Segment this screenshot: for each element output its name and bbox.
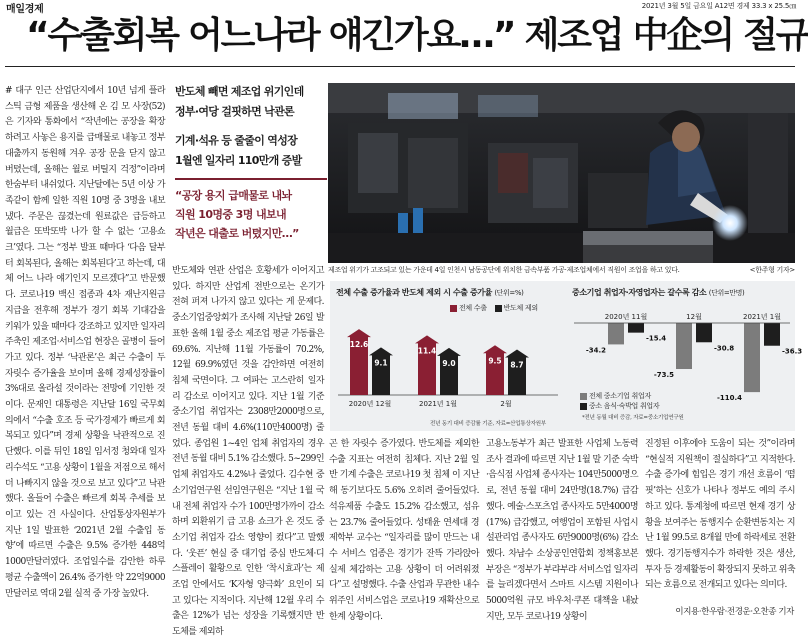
subhead-line: 정부·여당 걸핏하면 낙관론: [175, 105, 294, 118]
article-column-4: 고용노동부가 최근 발표한 사업체 노동력 조사 결과에 따르면 지난 1월 말 기준 숙박·음식점 사업체 종사자는 104만5000명으로, 전년 동월 대비 24만명(18.7%) 급감했다. 예술·스포츠업 종사자도 5만4000명(17%) 급감했고, 여행업이 포함된 사업시설관리업 종사자도 6만9000명(6%) 감소했다. 차남수 소상공인연합회 정책홍보본부장은 “정부가 부랴부랴 서비스업 일자리를 늘리겠다면서 스마트 시스템 지원이나 5000억원 규모 바우처·쿠폰 대책을 내놨지만, 모두 코로나19 상황이: [486, 439, 638, 622]
subhead-line: 기계·석유 등 줄줄이 역성장: [175, 134, 298, 147]
chart-left-category-label: 2021년 1월: [418, 400, 458, 408]
pull-quote-line: “공장 용지 급매물로 내놔: [175, 189, 292, 202]
headline: “수출회복 어느나라 얘긴가요…” 제조업 中企의 절규: [26, 15, 808, 56]
chart-left-bar: [483, 345, 507, 395]
chart-left-data-label: 11.4: [417, 346, 437, 356]
chart-right-data-label: -34.2: [585, 346, 606, 355]
chart-right-data-label: -30.8: [714, 344, 735, 353]
chart-right-legend: [580, 391, 659, 411]
chart-right-data-label: -110.4: [716, 394, 742, 403]
chart-left-category-label: 2월: [500, 400, 512, 408]
chart-left-unit: (단위=%): [494, 289, 524, 297]
subhead-line: 1월엔 일자리 110만개 증발: [175, 154, 302, 167]
chart-right-data-label: -36.3: [782, 347, 803, 356]
chart-right-unit: (단위=만명): [708, 289, 745, 297]
chart-left-bar: [505, 349, 529, 395]
chart-right-bar: [744, 323, 760, 392]
chart-left-data-label: 9.1: [374, 358, 388, 368]
chart-right-bar: [608, 323, 624, 344]
article-column-1: # 대구 인근 산업단지에서 10년 넘게 플라스틱 금형 제품을 생산해 온 김 모 사장(52)은 기자와 통화에서 “작년에는 공장을 확장하려고 사놓은 용지를 급매물로 내놓고 정부 대출까지 동원해 겨우 공장 문을 닫지 않고 버텼는데, 올해는 월로 버틸지 걱정”이라며 한숨부터 내쉬었다. 지난달에는 5년 이상 가족같이 함께 일한 직원 10명 중 3명을 내보냈다. 주문은 끊겼는데 원료값은 급등하고 월급은 또박또박 나가 할 수 없는 ‘고용쇼크’였다. 그는 “정부 발표 때마다 ‘다음 달부터 회복된다, 올해는 회복된다’고 하는데, 대체 어느 나라 얘기인지 모르겠다”고 반문했다. 코로나19 백신 접종과 4차 재난지원금 지급을 전후해 정부가 경기 회복 기대감을 키워가 있을 때마다 강조하고 있지만 일자리 주축인 제조업·서비스업 현장은 골병이 들어가고 있다. 정부 ‘낙관론’은 최근 수출이 두 자릿수 증가율을 보이며 올해 경제성장률이 3%대로 올라설 것이라는 전망에 기인한 것이다. 문재인 대통령은 지난달 16일 국무회의에서 “수출 호조 등 국가경제가 빠르게 회복되고 있다”며 경제 상황을 낙관적으로 진단했다. 이를 뒤인 18일 임서정 청와대 일자리수석도 “고용 상황이 1월을 저점으로 해서 더 나빠지지 않을 것으로 보고 있다”고 낙관했다. 올들어 수출은 빠르게 회복 추세를 보이고 있는 건 사실이다. 산업통상자원부가 지난 1일 발표한 ‘2021년 2월 수출입 동향’에 따르면 수출은 9.5% 증가한 448억1000만달러였다. 조업일수를 감안한 하루 평균 수출액이 26.4% 증가한 약 22억9000만달러로 역대 2월 실적 중 가장 높았다.: [5, 86, 165, 599]
chart-left-category-label: 2020년 12월: [348, 400, 392, 408]
chart-right-bar: [628, 323, 644, 333]
chart-left-bar: [415, 335, 439, 395]
chart-left-data-label: 9.5: [488, 356, 502, 366]
chart-left-bar: [437, 348, 461, 395]
chart-right-title: 중소기업 취업자·자영업자는 갈수록 감소 (단위=만명): [572, 288, 745, 297]
legend-label: 반도체 제외: [503, 304, 538, 312]
chart-left-bar: [347, 329, 371, 395]
pull-quote-line: 직원 10명중 3명 내보내: [175, 208, 287, 221]
page-header: [0, 0, 800, 15]
chart-panel: [330, 281, 803, 431]
chart-left-data-label: 9.0: [442, 358, 456, 368]
chart-right-category-label: 2021년 1월: [742, 313, 782, 321]
article-column-2: 반도체와 연관 산업은 호황세가 이어지고 있다. 하지만 산업계 전반으로는 온기가 전혀 퍼져 나가지 않고 있다는 게 문제다. 중소기업중앙회가 조사해 지난달 26일 발표한 올해 1월 중소 제조업 평균 가동률은 69.6%. 지난해 11월 가동률이 70.2%, 12월 69.9%였던 것을 감안하면 여전히 침체 국면이다. 그 여파는 고스란히 일자리 감소로 이어지고 있다. 지난 1월 기준 중소기업 취업자는 2308만2000명으로, 전년 동월 대비 4.6%(110만4000명) 줄었다. 종업원 1~4인 업체 취업자의 경우 전년 동월 대비 5.1% 감소했다. 5~299인 업체 취업자도 4.2%나 줄었다. 김수현 중소기업연구원 선임연구원은 “지난 1월 국내 전체 취업자 수가 100만명가까이 감소하며 외환위기 급 고용 쇼크가 온 것도 중소기업 취업자 감소 영향이 컸다”고 말했다. ‘웃픈’ 현실 중 대기업 중심 반도체·디스플레이 활황으로 인한 ‘착시효과’는 제조업 안에서도 ‘K자형 양극화’ 요인이 되고 있다는 지적이다. 지난해 12월 우리 수출은 12%가 넘는 성장을 기록했지만 반도체를 제외하: [172, 266, 324, 638]
chart-right-category-label: 2020년 11월: [604, 313, 648, 321]
article-column-3: 곤 한 자릿수 증가였다. 반도체를 제외한 수출 지표는 여전히 침체다. 지난 2월 일반 기계 수출은 코로나19 첫 침체 이 지난해 동기보다도 5.6% 오히려 줄어들었다. 석유제품 수출도 15.2% 감소했고, 섬유는 23.7% 줄어들었다. 성태윤 연세대 경제학부 교수는 “일자리를 많이 만드는 내수 서비스 업종은 경기가 잔뜩 가라앉아 실제 체감하는 고용 상황이 더 어려워졌다”고 설명했다. 수출 산업과 무관한 내수 위주인 서비스업은 코로나19 재확산으로 한계 상황이다.: [329, 439, 479, 622]
article-column-5: 진정된 이후에야 도움이 되는 것”이라며 “현실적 지원책이 절실하다”고 지적한다. 수출 증가에 힘입은 경기 개선 흐름이 ‘떰핏’하는 신호가 나타나 정부도 예의 주시하고 있다. 통계청에 따르면 현재 경기 상황을 보여주는 동행지수 순환변동치는 지난 1월 99.5로 8개월 만에 하락세로 전환했다. 경기동행지수가 하락한 것은 생산, 투자 등 경제활동이 확장되지 못하고 위축되는 흐름으로 전개되고 있다는 의미다.: [645, 439, 796, 591]
chart-left-data-label: 8.7: [510, 360, 524, 370]
photo-caption: [328, 265, 795, 275]
chart-right-bar: [676, 323, 692, 369]
headline-rule: [5, 66, 795, 67]
chart-right-bar: [696, 323, 712, 342]
pull-quote-line: 작년은 대출로 버텼지만…”: [175, 227, 299, 240]
news-photo: [328, 83, 795, 263]
legend-swatch-food: [580, 403, 587, 410]
legend-label: 중소 음식·숙박업 취업자: [588, 402, 660, 410]
chart-right-data-label: -73.5: [653, 371, 674, 380]
chart-left-svg: [330, 311, 565, 419]
legend-label: 전체 수출: [458, 304, 487, 312]
masthead: 매일경제: [6, 4, 44, 15]
chart-right-svg: [568, 301, 803, 403]
subhead-line: 반도체 빼면 제조업 위기인데: [175, 85, 304, 98]
workshop-photo-illustration: [328, 83, 795, 263]
photo-caption-text: 제조업 위기가 고조되고 있는 가운데 4일 인천시 남동공단에 위치한 금속부품 가공·제조업체에서 직원이 조업을 하고 있다.: [328, 266, 680, 274]
chart-left-note: 전년 동기 대비 증감률 기준, 자료=산업통상자원부: [430, 421, 546, 427]
legend-swatch-total: [580, 393, 587, 400]
photo-credit: <한주형 기자>: [749, 266, 795, 274]
pull-quote: [175, 178, 327, 243]
chart-left-data-label: 12.6: [349, 340, 369, 350]
subheads: [175, 82, 335, 171]
chart-right-bar: [764, 323, 780, 346]
chart-right-data-label: -15.4: [646, 334, 667, 343]
chart-right-note: *전년 동월 대비 증감, 자료=중소기업연구원: [582, 415, 684, 421]
byline: 이지용·한우람·전경운·오찬종 기자: [675, 607, 794, 617]
dateline: 2021년 3월 5일 금요일 A12면 경제 33.3 x 25.5㎝: [641, 2, 796, 10]
chart-left-title: 전체 수출 증가율과 반도체 제외 시 수출 증가율 (단위=%): [336, 288, 524, 297]
chart-left-bar: [369, 347, 393, 395]
legend-label: 전체 중소기업 취업자: [588, 392, 651, 400]
chart-right-category-label: 12월: [686, 313, 702, 321]
